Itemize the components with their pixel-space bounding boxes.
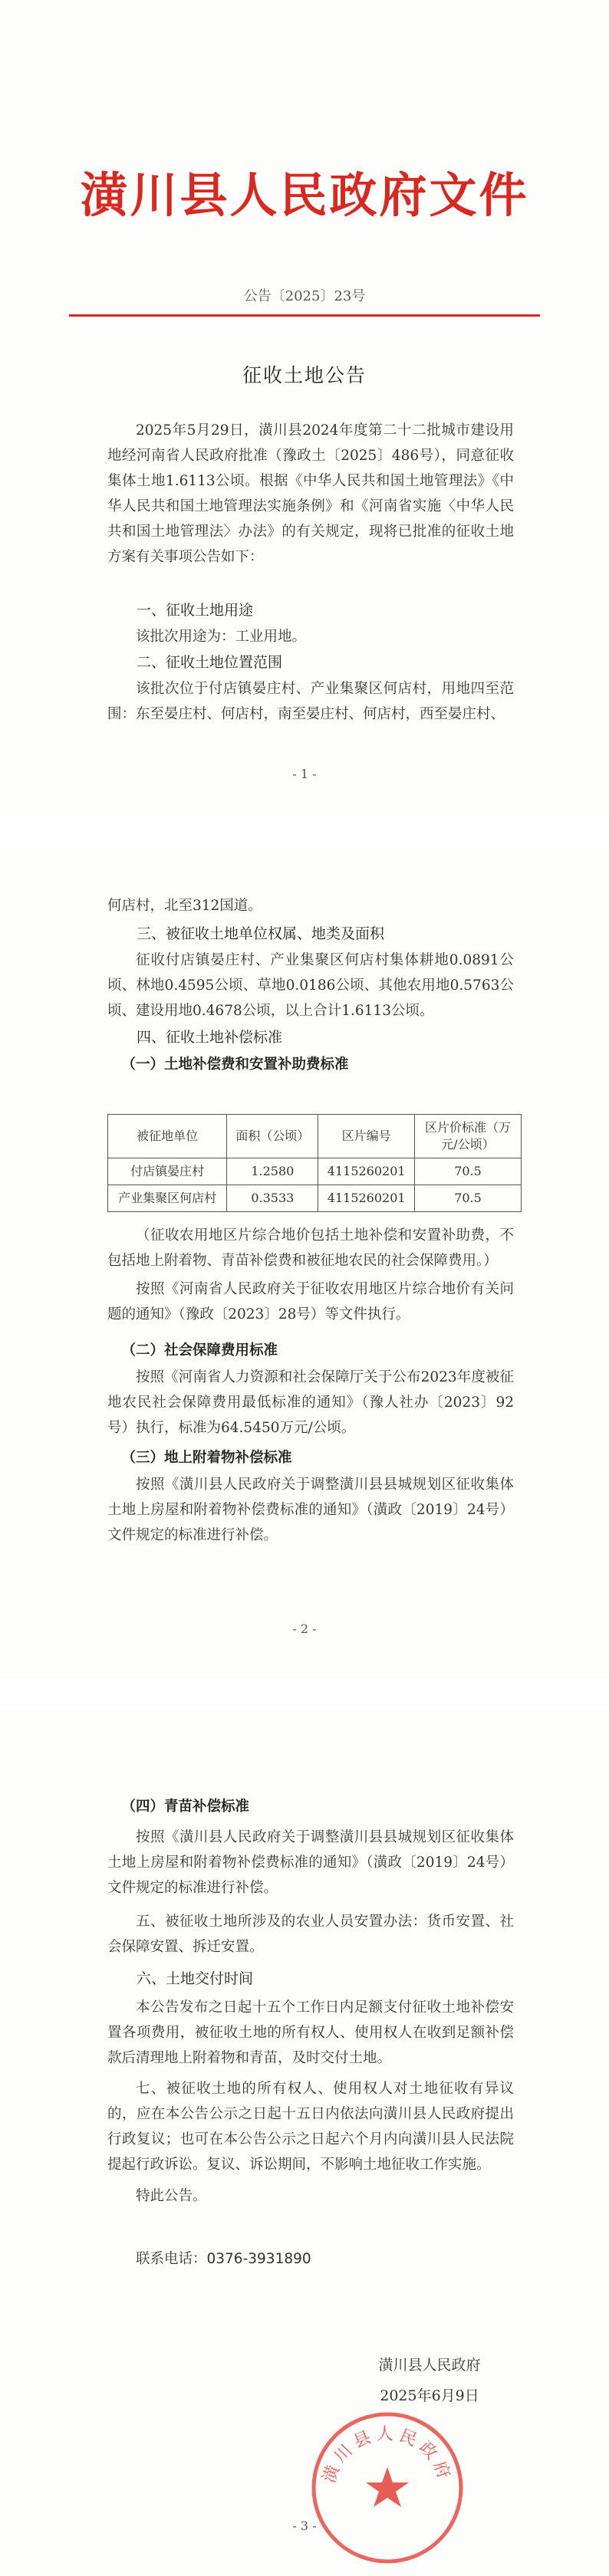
red-divider-line [69, 314, 540, 317]
issue-date: 2025年6月9日 [380, 2387, 479, 2404]
seal-text: 潢川县人民政府 [319, 2425, 456, 2486]
page-gap [0, 1679, 609, 1710]
table-row [108, 1185, 522, 1212]
subsection-3-title: （三）地上附着物补偿标准 [121, 1450, 292, 1466]
page-number-1: - 1 - [292, 767, 317, 781]
page-gap [0, 816, 609, 847]
section-1-body: 该批次用途为：工业用地。 [136, 629, 307, 645]
signatory: 潢川县人民政府 [378, 2357, 481, 2374]
contact-phone: 联系电话：0376-3931890 [136, 2251, 311, 2267]
section-4-title: 四、征收土地补偿标准 [137, 1029, 283, 1046]
page-number-3: - 3 - [292, 2518, 317, 2533]
table-cell: 1.2580 [227, 1158, 318, 1185]
table-header-zone: 区片编号 [318, 1115, 415, 1158]
table-header-price: 区片价标准（万元/公顷） [415, 1115, 522, 1158]
document-org-title: 潢川县人民政府文件 [80, 167, 529, 223]
section-6-title: 六、土地交付时间 [137, 1970, 254, 1987]
subsection-1-basis: 按照《河南省人民政府关于征收农用地区片综合地价有关问题的通知》（豫政〔2023〕28号）等文件执行。 [107, 1281, 514, 1322]
document-number: 公告〔2025〕23号 [243, 288, 366, 304]
document-title: 征收土地公告 [242, 364, 367, 386]
table-cell: 4115260201 [318, 1158, 415, 1185]
section-5-body: 五、被征收土地所涉及的农业人员安置办法：货币安置、社会保障安置、拆迁安置。 [107, 1914, 514, 1955]
section-6-body: 本公告发布之日起十五个工作日内足额支付征收土地补偿安置各项费用，被征收土地的所有权人、使用权人在收到足额补偿款后清理地上附着物和青苗，及时交付土地。 [107, 1999, 514, 2066]
intro-paragraph: 2025年5月29日，潢川县2024年度第二十二批城市建设用地经河南省人民政府批准（豫政土〔2025〕486号），同意征收集体土地1.6113公顷。根据《中华人民共和国土地管理法》《中华人民共和国土地管理法实施条例》和《河南省实施〈中华人民共和国土地管理法〉办法》的有关规定，现将已批准的征收土地方案有关事项公告如下： [107, 422, 514, 565]
document-page-3 [0, 1710, 609, 2576]
table-header-row [108, 1115, 522, 1158]
seal-star-icon [366, 2467, 409, 2507]
section-1-title: 一、征收土地用途 [137, 602, 254, 619]
section-7-body: 七、被征收土地的所有权人、使用权人对土地征收有异议的，应在本公告公示之日起十五日内依法向潢川县人民政府提出行政复议；也可在本公告公示之日起六个月内向潢川县人民法院提起行政诉讼。复议、诉讼期间，不影响土地征收工作实施。 [107, 2081, 514, 2173]
section-3-title: 三、被征收土地单位权属、地类及面积 [137, 925, 385, 942]
table-cell: 4115260201 [318, 1185, 415, 1212]
table-cell: 产业集聚区何店村 [108, 1185, 227, 1212]
table-header-area: 面积（公顷） [227, 1115, 318, 1158]
section-2-title: 二、征收土地位置范围 [137, 654, 283, 671]
closing-text: 特此公告。 [136, 2188, 207, 2204]
table-cell: 0.3533 [227, 1185, 318, 1212]
table-cell: 70.5 [415, 1158, 522, 1185]
document-page-1 [0, 0, 609, 816]
compensation-table [107, 1114, 522, 1212]
subsection-4-title: （四）青苗补偿标准 [121, 1799, 250, 1815]
subsection-2-title: （二）社会保障费用标准 [121, 1342, 278, 1359]
section-3-body: 征收付店镇晏庄村、产业集聚区何店村集体耕地0.0891公顷、林地0.4595公顷、草地0.0186公顷、其他农用地0.5763公顷、建设用地0.4678公顷，以上合计1.6113公顷。 [107, 952, 514, 1019]
subsection-4-body: 按照《潢川县人民政府关于调整潢川县县城规划区征收集体土地上房屋和附着物补偿费标准的通知》（潢政〔2019〕24号）文件规定的标准进行补偿。 [107, 1829, 514, 1896]
table-cell: 付店镇晏庄村 [108, 1158, 227, 1185]
table-cell: 70.5 [415, 1185, 522, 1212]
page-number-2: - 2 - [292, 1622, 317, 1636]
document-page-2 [0, 847, 609, 1679]
subsection-1-note: （征收农用地区片综合地价包括土地补偿和安置补助费，不包括地上附着物、青苗补偿费和被征地农民的社会保障费用。） [107, 1227, 514, 1269]
subsection-3-body: 按照《潢川县人民政府关于调整潢川县县城规划区征收集体土地上房屋和附着物补偿费标准的通知》（潢政〔2019〕24号）文件规定的标准进行补偿。 [107, 1477, 514, 1543]
subsection-1-title: （一）土地补偿费和安置补助费标准 [121, 1056, 349, 1073]
official-seal-icon [307, 2407, 468, 2568]
section-2-continuation: 何店村，北至312国道。 [107, 898, 262, 914]
section-2-body: 该批次位于付店镇晏庄村、产业集聚区何店村，用地四至范围：东至晏庄村、何店村，南至晏庄村、何店村，西至晏庄村、 [107, 681, 514, 722]
table-row [108, 1158, 522, 1185]
subsection-2-body: 按照《河南省人力资源和社会保障厅关于公布2023年度被征地农民社会保障费用最低标准的通知》（豫人社办〔2023〕92号）执行，标准为64.5450万元/公顷。 [107, 1369, 514, 1436]
table-header-unit: 被征地单位 [108, 1115, 227, 1158]
